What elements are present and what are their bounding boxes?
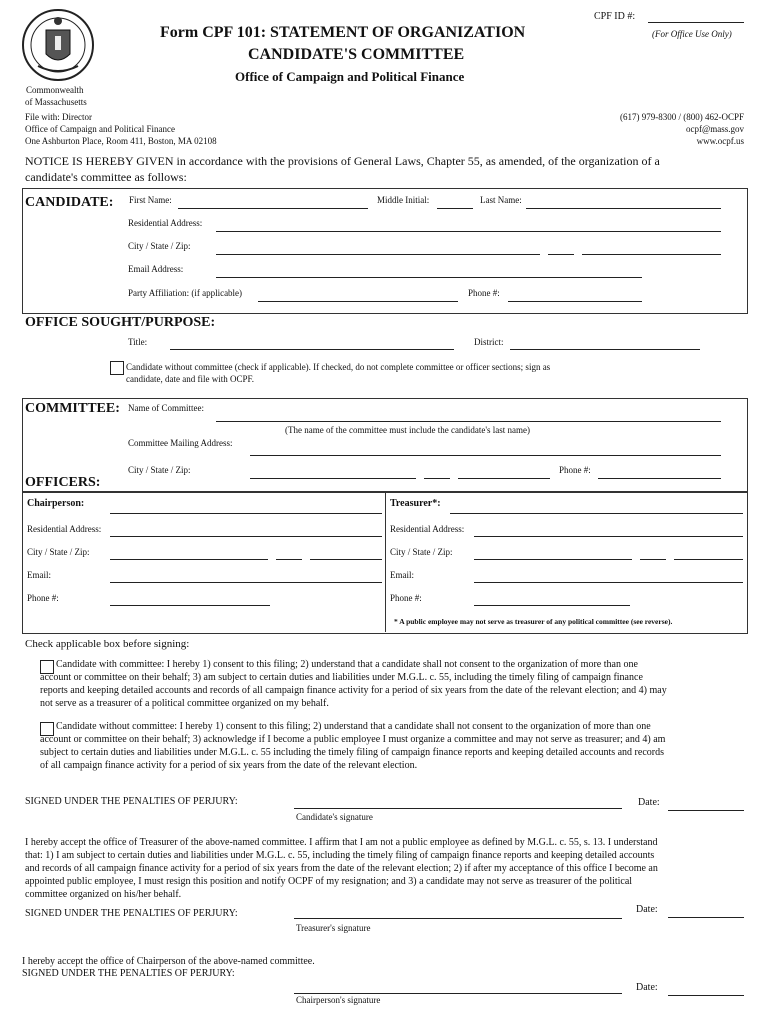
treasurer-name-field[interactable] — [450, 513, 743, 514]
candidate-perjury-label: SIGNED UNDER THE PENALTIES OF PERJURY: — [25, 796, 238, 807]
chair-perjury-label: SIGNED UNDER THE PENALTIES OF PERJURY: — [22, 968, 235, 979]
treasurer-accept-line1: I hereby accept the office of Treasurer of the above-named committee. I affirm that I am not a public employee as defined by M.G.L. c. 55, s. 13. I understand — [25, 837, 658, 848]
with-committee-line1: Candidate with committee: I hereby 1) consent to this filing; 2) understand that a candidate shall not consent to the organization of more than one — [56, 659, 638, 670]
candidate-heading: CANDIDATE: — [25, 195, 114, 210]
candidate-date-label: Date: — [638, 797, 660, 808]
treasurer-label: Treasurer*: — [390, 498, 441, 509]
last-name-field[interactable] — [526, 208, 721, 209]
mailing-label: Committee Mailing Address: — [128, 438, 233, 448]
committee-state-field[interactable] — [424, 478, 450, 479]
treasurer-perjury-label: SIGNED UNDER THE PENALTIES OF PERJURY: — [25, 908, 238, 919]
party-label: Party Affiliation: (if applicable) — [128, 288, 243, 298]
file-with: File with: Director — [25, 112, 92, 122]
officers-heading: OFFICERS: — [25, 475, 101, 490]
without-committee-line1: Candidate without committee (check if applicable). If checked, do not complete committee or officer sections; sign as — [126, 362, 551, 372]
first-name-label: First Name: — [129, 195, 172, 205]
treasurer-email-label: Email: — [390, 570, 414, 580]
residential-field[interactable] — [216, 231, 721, 232]
first-name-field[interactable] — [178, 208, 368, 209]
file-address: One Ashburton Place, Room 411, Boston, MA 02108 — [25, 136, 217, 146]
ocpf-web: www.ocpf.us — [696, 136, 744, 146]
chair-phone-field[interactable] — [110, 605, 270, 606]
chair-date-label: Date: — [636, 982, 658, 993]
commonwealth-label: Commonwealth — [26, 85, 84, 95]
middle-initial-field[interactable] — [437, 208, 473, 209]
chair-date-field[interactable] — [668, 995, 744, 996]
file-office: Office of Campaign and Political Finance — [25, 124, 176, 134]
office-sought-heading: OFFICE SOUGHT/PURPOSE: — [25, 315, 216, 330]
chair-email-label: Email: — [27, 570, 51, 580]
cpf-id-label: CPF ID #: — [594, 11, 636, 22]
treasurer-accept-line5: committee organized on his/her behalf. — [25, 889, 182, 900]
chair-signature-field[interactable] — [294, 993, 622, 994]
committee-zip-field[interactable] — [458, 478, 550, 479]
committee-name-label: Name of Committee: — [128, 403, 204, 413]
chair-zip-field[interactable] — [310, 559, 382, 560]
chair-city-field[interactable] — [110, 559, 268, 560]
treasurer-state-field[interactable] — [640, 559, 666, 560]
candidate-date-field[interactable] — [668, 810, 744, 811]
residential-label: Residential Address: — [128, 218, 203, 228]
form-title: Form CPF 101: STATEMENT OF ORGANIZATION — [160, 24, 526, 41]
treasurer-city-label: City / State / Zip: — [390, 547, 453, 557]
treasurer-phone-field[interactable] — [474, 605, 630, 606]
treasurer-residential-label: Residential Address: — [390, 524, 465, 534]
treasurer-zip-field[interactable] — [674, 559, 743, 560]
district-label: District: — [474, 337, 504, 347]
committee-phone-label: Phone #: — [559, 465, 591, 475]
committee-name-field[interactable] — [216, 421, 721, 422]
phone-field[interactable] — [508, 301, 642, 302]
chair-name-field[interactable] — [110, 513, 382, 514]
phone-label: Phone #: — [468, 288, 500, 298]
chair-city-label: City / State / Zip: — [27, 547, 90, 557]
without-committee-sign-line1: Candidate without committee: I hereby 1) consent to this filing; 2) understand that a candidate shall not consent to the organization of more than one — [56, 721, 651, 732]
committee-city-field[interactable] — [250, 478, 416, 479]
chair-phone-label: Phone #: — [27, 593, 59, 603]
treasurer-accept-line3: and records of all campaign finance activity for a period of six years from the date of the relevant election; 2) if after my acceptance of this office I become an — [25, 863, 658, 874]
check-applicable-label: Check applicable box before signing: — [25, 638, 190, 650]
middle-initial-label: Middle Initial: — [377, 195, 430, 205]
without-committee-sign-line3: subject to certain duties and liabilities under M.G.L. c. 55 including the timely filing of campaign finance reports and keeping detailed accounts and records — [40, 747, 664, 758]
treasurer-accept-line2: that: 1) I am subject to certain duties and liabilities under M.G.L. c. 55, including the timely filing of campaign finance reports and keeping detailed accounts — [25, 850, 655, 861]
last-name-label: Last Name: — [480, 195, 522, 205]
office-title-field[interactable] — [170, 349, 454, 350]
treasurer-date-field[interactable] — [668, 917, 744, 918]
treasurer-residential-field[interactable] — [474, 536, 743, 537]
notice-line1: NOTICE IS HEREBY GIVEN in accordance with the provisions of General Laws, Chapter 55, as amended, of the organization of a — [25, 154, 660, 168]
office-name: Office of Campaign and Political Finance — [235, 69, 465, 84]
committee-city-label: City / State / Zip: — [128, 465, 191, 475]
massachusetts-seal — [20, 6, 96, 84]
treasurer-email-field[interactable] — [474, 582, 743, 583]
committee-heading: COMMITTEE: — [25, 401, 120, 416]
ocpf-phone: (617) 979-8300 / (800) 462-OCPF — [620, 112, 744, 122]
form-subtitle: CANDIDATE'S COMMITTEE — [248, 46, 465, 63]
mailing-field[interactable] — [250, 455, 721, 456]
chair-residential-label: Residential Address: — [27, 524, 102, 534]
zip-field[interactable] — [582, 254, 721, 255]
treasurer-accept-line4: appointed public employee, I must resign this position and notify OCPF of my resignation; and 3) a candidate may not serve as treasurer of the political — [25, 876, 633, 887]
treasurer-city-field[interactable] — [474, 559, 632, 560]
city-field[interactable] — [216, 254, 540, 255]
without-committee-sign-line4: of all campaign finance activity for a period of six years from the date of the relevant election. — [40, 760, 418, 771]
without-committee-sign-line2: account or committee on their behalf; 3) acknowledge if I become a public employee I must organize a committee and may not serve as treasurer; and 4) am — [40, 734, 666, 745]
chair-email-field[interactable] — [110, 582, 382, 583]
district-field[interactable] — [510, 349, 700, 350]
office-use-label: (For Office Use Only) — [652, 29, 732, 39]
notice-line2: candidate's committee as follows: — [25, 170, 187, 184]
without-committee-line2: candidate, date and file with OCPF. — [126, 374, 254, 384]
chair-residential-field[interactable] — [110, 536, 382, 537]
without-committee-checkbox[interactable] — [110, 361, 124, 375]
email-field[interactable] — [216, 277, 642, 278]
with-committee-line4: not serve as a treasurer of a political committee organized on my behalf. — [40, 698, 329, 709]
chair-accept-text: I hereby accept the office of Chairperson of the above-named committee. — [22, 956, 315, 967]
treasurer-phone-label: Phone #: — [390, 593, 422, 603]
city-label: City / State / Zip: — [128, 241, 191, 251]
state-field[interactable] — [548, 254, 574, 255]
chair-signature-label: Chairperson's signature — [296, 995, 381, 1005]
treasurer-signature-label: Treasurer's signature — [296, 923, 371, 933]
chair-state-field[interactable] — [276, 559, 302, 560]
with-committee-line2: account or committee on their behalf; 3) am subject to certain duties and liabilities under M.G.L. c. 55, including the timely filing of campaign finance — [40, 672, 643, 683]
of-mass-label: of Massachusetts — [25, 97, 87, 107]
treasurer-date-label: Date: — [636, 904, 658, 915]
ocpf-email: ocpf@mass.gov — [685, 124, 744, 134]
committee-phone-field[interactable] — [598, 478, 721, 479]
treasurer-signature-field[interactable] — [294, 918, 622, 919]
candidate-signature-field[interactable] — [294, 808, 622, 809]
candidate-signature-label: Candidate's signature — [296, 812, 373, 822]
chair-label: Chairperson: — [27, 498, 85, 509]
party-field[interactable] — [258, 301, 458, 302]
committee-name-note: (The name of the committee must include the candidate's last name) — [285, 425, 531, 435]
email-label: Email Address: — [128, 264, 184, 274]
with-committee-line3: reports and keeping detailed accounts and records of all campaign finance activity for a period of six years from the date of the relevant election; and 4) may — [40, 685, 667, 696]
office-title-label: Title: — [128, 337, 148, 347]
treasurer-footnote: * A public employee may not serve as treasurer of any political committee (see reverse). — [394, 617, 673, 626]
